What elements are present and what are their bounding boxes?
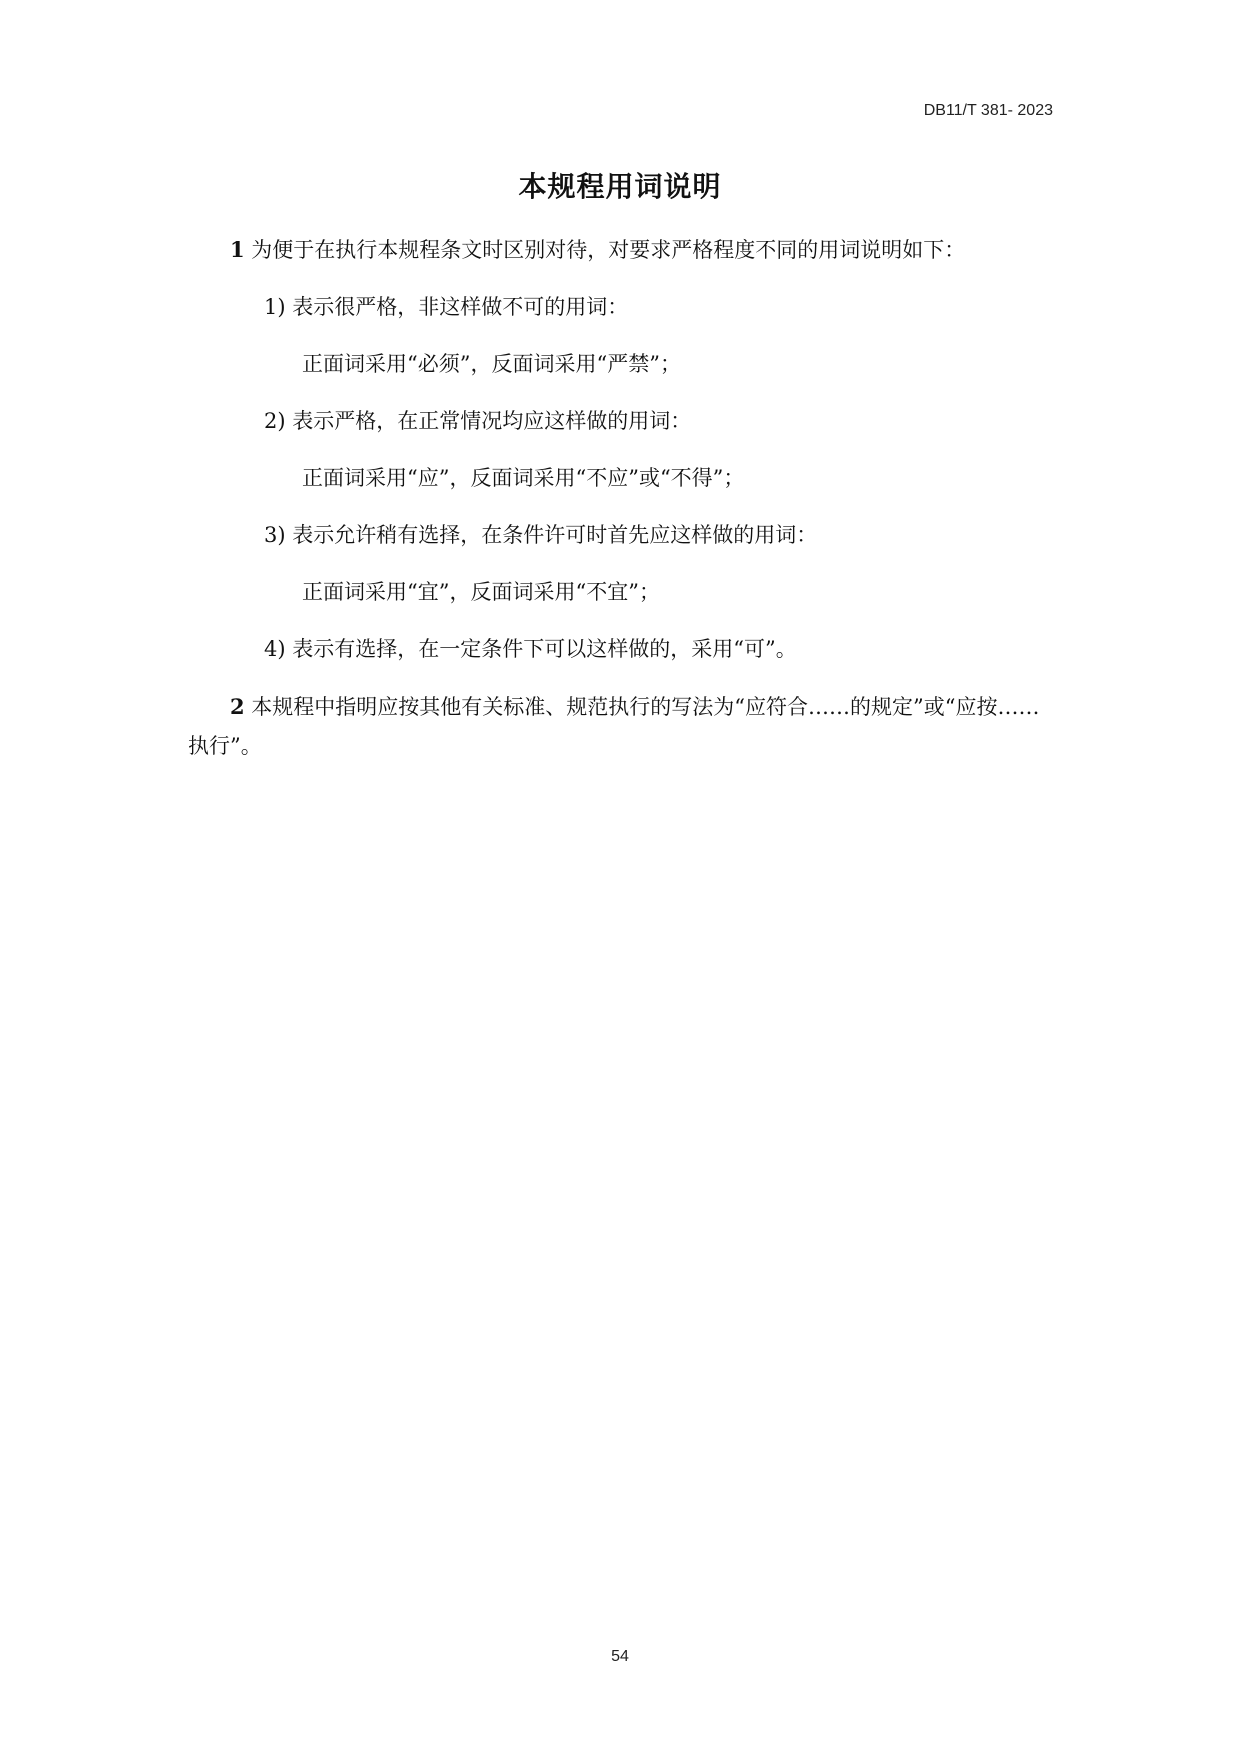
- body-content: [188, 230, 1054, 766]
- list-item-detail: 正面词采用“宜”，反面词采用“不宜”；: [302, 580, 660, 604]
- list-item: 4) 表示有选择，在一定条件下可以这样做的，采用“可”。: [264, 637, 797, 661]
- paragraph-number: 1: [230, 237, 245, 262]
- list-item: 1) 表示很严格，非这样做不可的用词：: [264, 295, 629, 319]
- page-title: 本规程用词说明: [518, 170, 722, 203]
- paragraph-1: [188, 230, 1054, 270]
- paragraph-2: [188, 687, 1054, 766]
- list-item-detail: 正面词采用“应”，反面词采用“不应”或“不得”；: [302, 466, 745, 490]
- page-number: 54: [611, 1648, 629, 1665]
- list-item: 2) 表示严格，在正常情况均应这样做的用词：: [264, 409, 692, 433]
- paragraph-text: 为便于在执行本规程条文时区别对待，对要求严格程度不同的用词说明如下：: [244, 238, 966, 262]
- document-code: DB11/T 381- 2023: [923, 102, 1053, 119]
- list-item-detail: 正面词采用“必须”，反面词采用“严禁”；: [302, 352, 681, 376]
- paragraph-number: 2: [230, 694, 245, 719]
- paragraph-text: 本规程中指明应按其他有关标准、规范执行的写法为“应符合……的规定”或“应按……执行”。: [188, 695, 1040, 758]
- list-item: 3) 表示允许稍有选择，在条件许可时首先应这样做的用词：: [264, 523, 818, 547]
